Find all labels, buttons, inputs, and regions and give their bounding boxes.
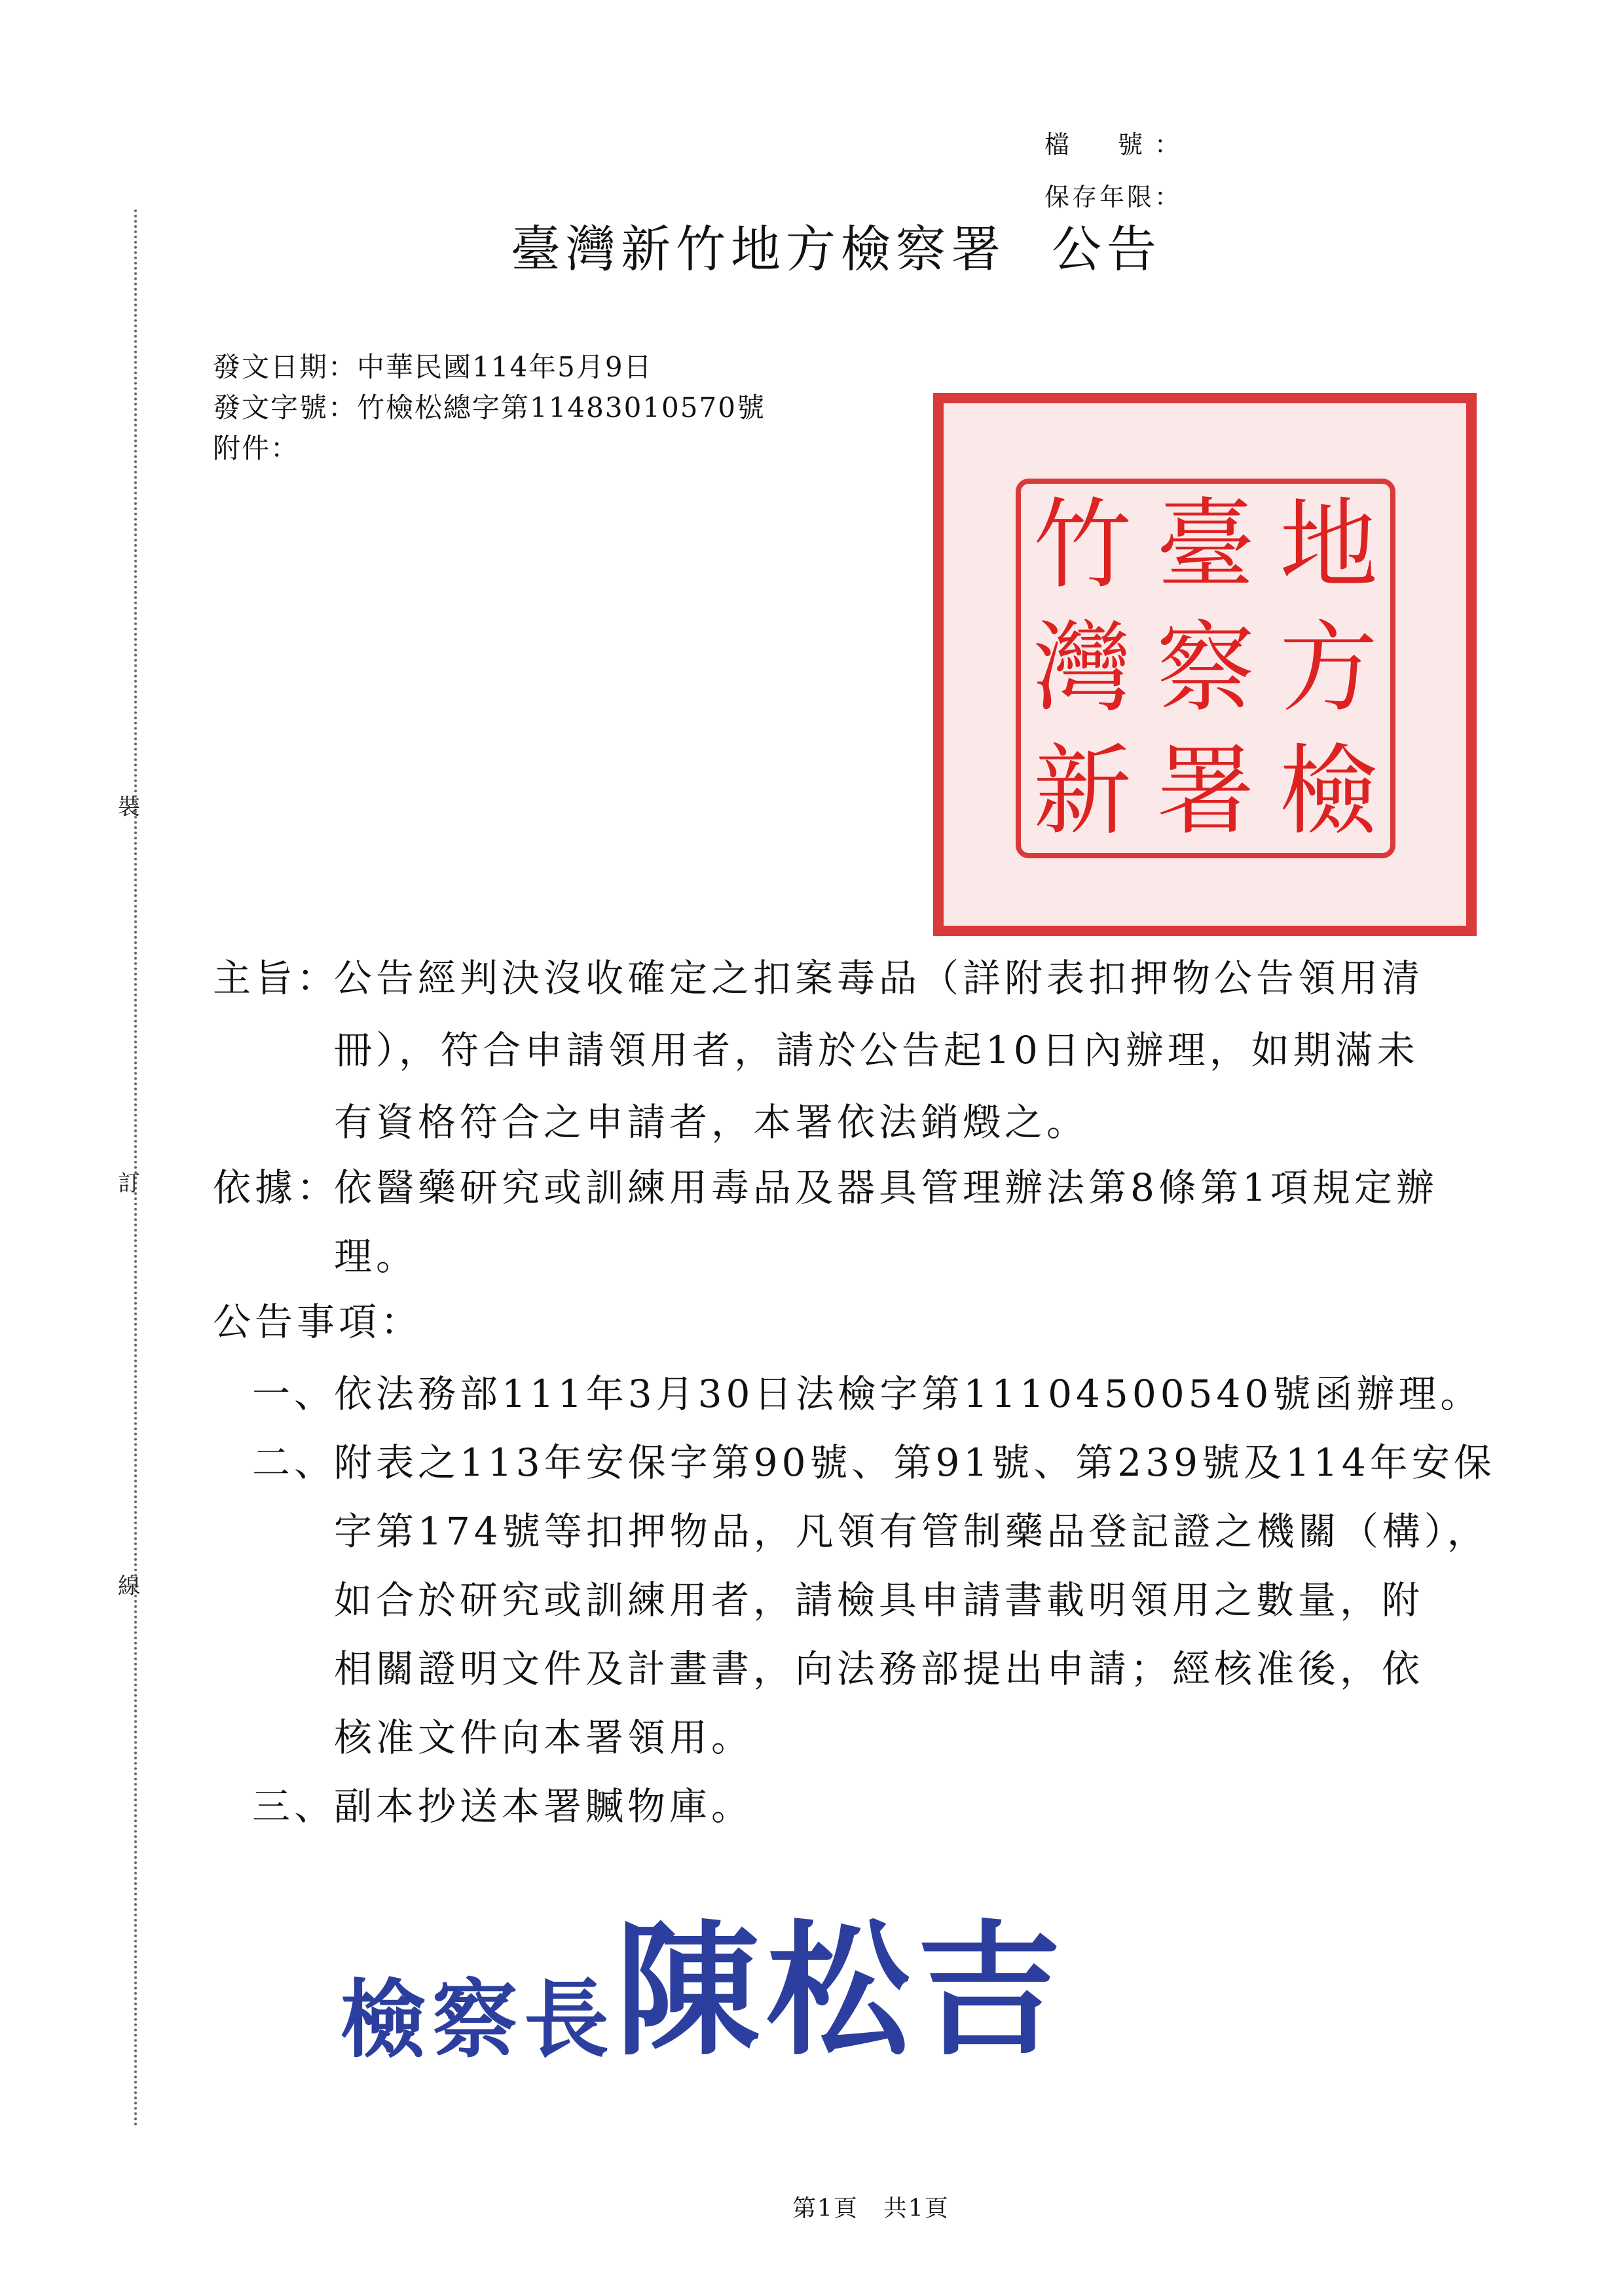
item-2-line-4: 相關證明文件及計畫書，向法務部提出申請；經核准後，依 bbox=[334, 1647, 1424, 1691]
item-2-line-5: 核准文件向本署領用。 bbox=[334, 1715, 754, 1760]
seal-char: 灣 bbox=[1033, 611, 1132, 725]
item-3-line-1: 副本抄送本署贓物庫。 bbox=[334, 1784, 754, 1829]
seal-char: 檢 bbox=[1279, 735, 1378, 848]
item-1-line-1: 依法務部111年3月30日法檢字第11104500540號函辦理。 bbox=[334, 1372, 1483, 1416]
subject-line-3: 有資格符合之申請者，本署依法銷燬之。 bbox=[334, 1100, 1089, 1144]
seal-char: 署 bbox=[1156, 735, 1255, 848]
issuing-organization: 臺灣新竹地方檢察署 bbox=[511, 220, 1006, 278]
item-1-number: 一、 bbox=[252, 1372, 337, 1416]
chief-prosecutor-stamp bbox=[341, 1905, 1068, 2075]
issue-date: 發文日期：中華民國114年5月9日 bbox=[213, 351, 653, 383]
document-type: 公告 bbox=[1052, 220, 1162, 278]
seal-char: 察 bbox=[1156, 611, 1255, 725]
page-number: 第1頁 共1頁 bbox=[792, 2195, 950, 2222]
file-number-label: 檔 號： bbox=[1044, 130, 1192, 159]
subject-label: 主旨： bbox=[213, 956, 339, 1000]
basis-line-1: 依醫藥研究或訓練用毒品及器具管理辦法第8條第1項規定辦 bbox=[334, 1165, 1438, 1210]
subject-line-1: 公告經判決沒收確定之扣案毒品（詳附表扣押物公告領用清 bbox=[334, 956, 1424, 1000]
item-2-line-2: 字第174號等扣押物品，凡領有管制藥品登記證之機關（構）， bbox=[334, 1509, 1489, 1554]
document-number: 發文字號：竹檢松總字第11483010570號 bbox=[213, 392, 766, 424]
seal-character-grid bbox=[1016, 479, 1395, 858]
seal-char: 新 bbox=[1033, 735, 1132, 848]
seal-char: 地 bbox=[1279, 488, 1378, 602]
item-3-number: 三、 bbox=[252, 1784, 337, 1829]
items-label: 公告事項： bbox=[213, 1300, 423, 1344]
seal-char: 臺 bbox=[1156, 488, 1255, 602]
item-2-line-3: 如合於研究或訓練用者，請檢具申請書載明領用之數量，附 bbox=[334, 1578, 1424, 1622]
official-seal bbox=[933, 393, 1477, 936]
page-title bbox=[511, 210, 1162, 281]
signatory-name: 陳松吉 bbox=[616, 1905, 1068, 2075]
subject-line-2: 冊），符合申請領用者，請於公告起10日內辦理，如期滿未 bbox=[334, 1028, 1419, 1072]
binding-mark-zhuang: 裝 bbox=[118, 794, 140, 820]
retention-period-label: 保存年限： bbox=[1044, 183, 1183, 211]
basis-label: 依據： bbox=[213, 1165, 339, 1210]
binding-mark-ding: 訂 bbox=[118, 1171, 140, 1197]
binding-mark-xian: 線 bbox=[118, 1573, 140, 1599]
item-2-number: 二、 bbox=[252, 1440, 337, 1485]
signatory-title: 檢察長 bbox=[341, 1969, 616, 2069]
attachment-label: 附件： bbox=[213, 432, 300, 464]
seal-char: 方 bbox=[1279, 611, 1378, 725]
basis-line-2: 理。 bbox=[334, 1234, 418, 1279]
seal-char: 竹 bbox=[1033, 488, 1132, 602]
item-2-line-1: 附表之113年安保字第90號、第91號、第239號及114年安保 bbox=[334, 1440, 1496, 1485]
